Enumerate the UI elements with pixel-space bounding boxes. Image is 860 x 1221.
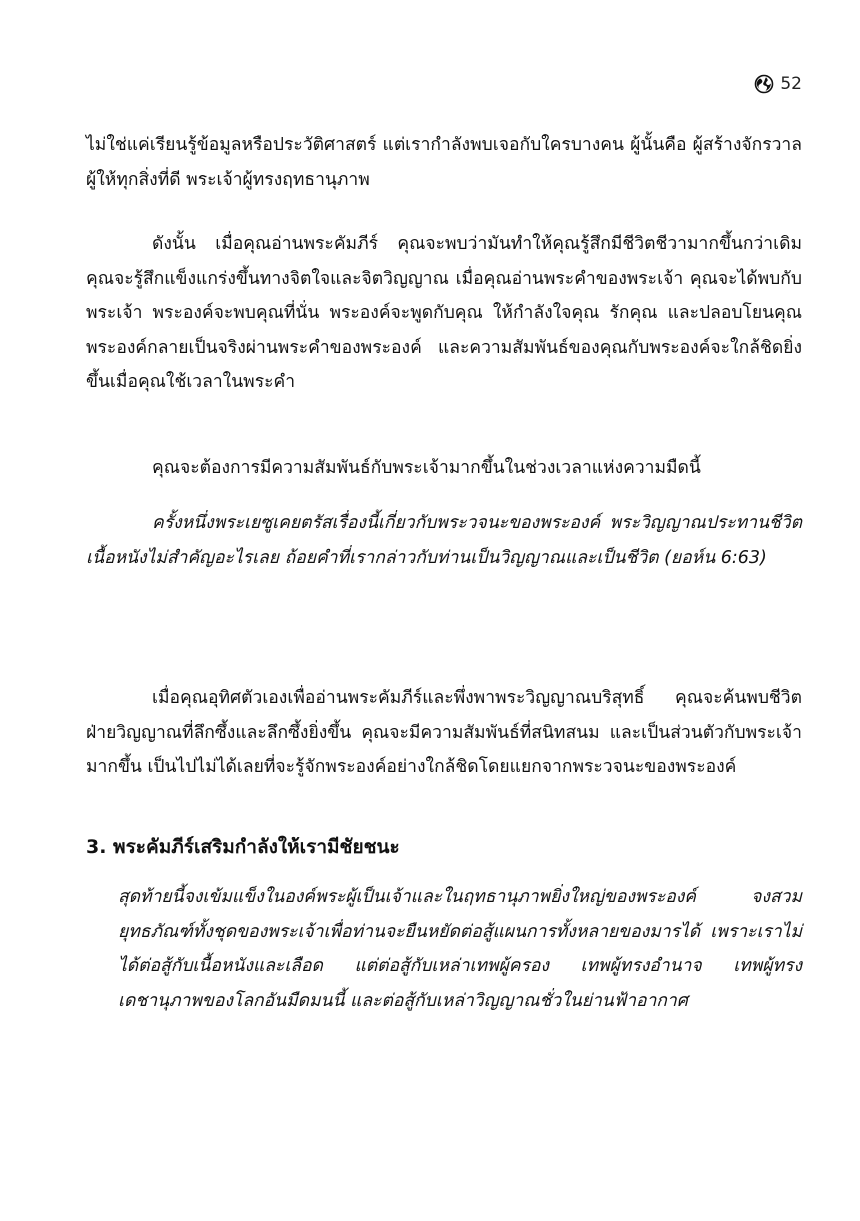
page-header [754,74,802,94]
globe-icon [754,74,774,94]
section-heading: 3. พระคัมภีร์เสริมกำลังให้เรามีชัยชนะ [86,836,400,858]
paragraph-reading-scripture: ดังนั้น เมื่อคุณอ่านพระคัมภีร์ คุณจะพบว่ามันทำให้คุณรู้สึกมีชีวิตชีวามากขึ้นกว่าเดิม คุณจะรู้สึกแข็งแกร่งขึ้นทางจิตใจและจิตวิญญาณ เมื่อคุณอ่านพระคำของพระเจ้า คุณจะได้พบกับพระเจ้า พระองค์จะพบคุณที่นั่น พระองค์จะพูดกับคุณ ให้กำลังใจคุณ รักคุณ และปลอบโยนคุณ พระองค์กลายเป็นจริงผ่านพระคำของพระองค์ และความสัมพันธ์ของคุณกับพระองค์จะใกล้ชิดยิ่งขึ้นเมื่อคุณใช้เวลาในพระคำ [86,234,802,392]
scripture-quote-john: ครั้งหนึ่งพระเยซูเคยตรัสเรื่องนี้เกี่ยวกับพระวจนะของพระองค์ พระวิญญาณประทานชีวิต เนื้อหนังไม่สำคัญอะไรเลย ถ้อยคำที่เรากล่าวกับท่านเป็นวิญญาณและเป็นชีวิต (ยอห์น 6:63) [86,513,802,568]
page-number: 52 [780,74,802,94]
paragraph-relationship: คุณจะต้องการมีความสัมพันธ์กับพระเจ้ามากขึ้นในช่วงเวลาแห่งความมืดนี้ [152,458,701,478]
paragraph-holy-spirit: เมื่อคุณอุทิศตัวเองเพื่ออ่านพระคัมภีร์และพึ่งพาพระวิญญาณบริสุทธิ์ คุณจะค้นพบชีวิตฝ่ายวิญญาณที่ลึกซึ้งและลึกซึ้งยิ่งขึ้น คุณจะมีความสัมพันธ์ที่สนิทสนม และเป็นส่วนตัวกับพระเจ้ามากขึ้น เป็นไปไม่ได้เลยที่จะรู้จักพระองค์อย่างใกล้ชิดโดยแยกจากพระวจนะของพระองค์ [86,688,802,777]
paragraph-intro: ไม่ใช่แค่เรียนรู้ข้อมูลหรือประวัติศาสตร์ แต่เรากำลังพบเจอกับใครบางคน ผู้นั้นคือ ผู้สร้างจักรวาล ผู้ให้ทุกสิ่งที่ดี พระเจ้าผู้ทรงฤทธานุภาพ [86,135,802,190]
scripture-quote-ephesians: สุดท้ายนี้จงเข้มแข็งในองค์พระผู้เป็นเจ้าและในฤทธานุภาพยิ่งใหญ่ของพระองค์ จงสวมยุทธภัณฑ์ทั้งชุดของพระเจ้าเพื่อท่านจะยืนหยัดต่อสู้แผนการทั้งหลายของมารได้ เพราะเราไม่ได้ต่อสู้กับเนื้อหนังและเลือด แต่ต่อสู้กับเหล่าเทพผู้ครอง เทพผู้ทรงอำนาจ เทพผู้ทรงเดชานุภาพของโลกอันมืดมนนี้ และต่อสู้กับเหล่าวิญญาณชั่วในย่านฟ้าอากาศ [118,887,802,1011]
